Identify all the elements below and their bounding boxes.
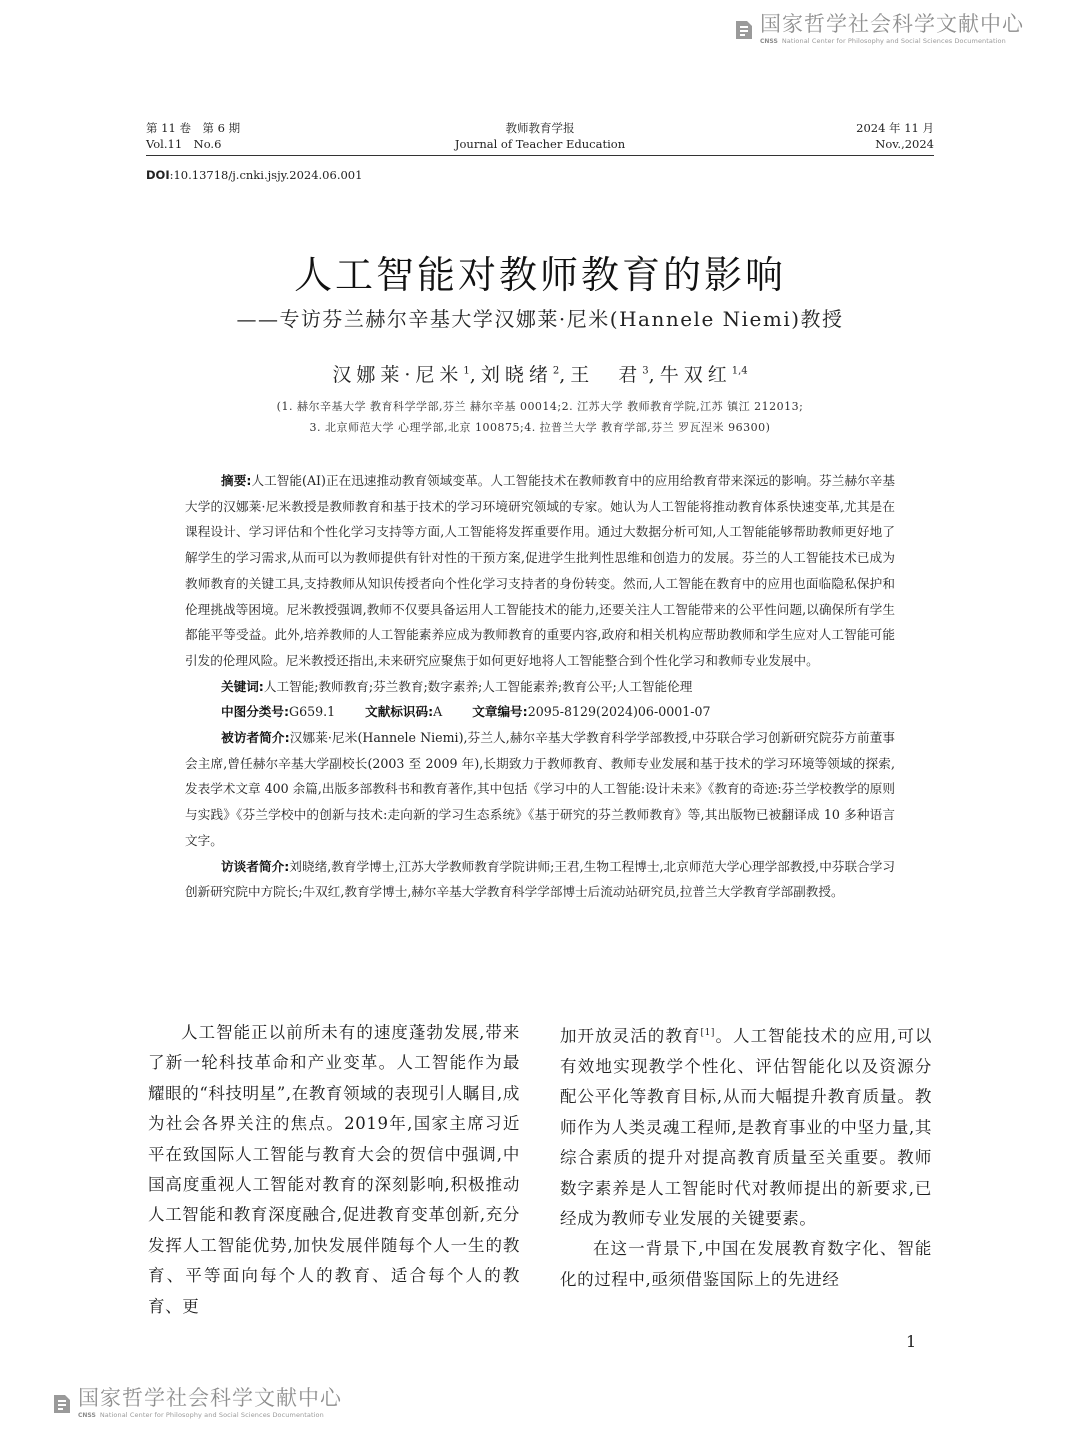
header-date (734, 120, 934, 152)
body-text: 。人工智能技术的应用,可以有效地实现教学个性化、评估智能化以及资源分配公平化等教育目标,从而大幅提升教育质量。教师作为人类灵魂工程师,是教育事业的中坚力量,其综合素质的提升对提高教育质量至关重要。教师数字素养是人工智能时代对教师提出的新要求,已经成为教师专业发展的关键要素。 (560, 1026, 932, 1228)
watermark-subtitle: National Center for Philosophy and Social Sciences Documentation (99, 1411, 324, 1419)
author-affil-sup: 3 (642, 365, 649, 377)
watermark-abbr: CNSS (78, 1412, 96, 1419)
volume-cn: 第 11 卷 第 6 期 (146, 121, 241, 135)
interviewee-text: 汉娜莱·尼米(Hannele Niemi),芬兰人,赫尔辛基大学教育科学学部教授,中芬联合学习创新研究院芬方前董事会主席,曾任赫尔辛基大学副校长(2003 至 2009 年),长期致力于教师教育、教师专业发展和基于技术的学习环境等领域的探索,发表学术文章 400 余篇,出版多部教科书和教育著作,其中包括《学习中的人工智能:设计未来》《教育的奇迹:芬兰学校教学的原则与实践》《芬兰学校中的创新与技术:走向新的学习生态系统》《基于研究的芬兰教师教育》等,其出版物已被翻译成 10 多种语言文字。 (185, 730, 895, 848)
body-column-right (560, 1018, 932, 1295)
watermark-title: 国家哲学社会科学文献中心 (760, 12, 1024, 36)
page-number: 1 (906, 1332, 917, 1351)
abstract-block (185, 468, 895, 905)
watermark-bottom (50, 1388, 342, 1419)
interviewer-label: 访谈者简介: (221, 858, 290, 874)
author-name: 刘晓绪 (480, 364, 553, 386)
affiliation-line-1: (1. 赫尔辛基大学 教育科学学部,芬兰 赫尔辛基 00014;2. 江苏大学 教师教育学院,江苏 镇江 212013; (276, 400, 804, 413)
date-cn: 2024 年 11 月 (856, 121, 934, 135)
journal-name-en: Journal of Teacher Education (454, 137, 626, 151)
volume-en: Vol.11 No.6 (146, 137, 222, 151)
abstract-label: 摘要: (221, 473, 252, 488)
abstract-paragraph (185, 468, 895, 674)
date-en: Nov.,2024 (875, 137, 934, 151)
article-number-label: 文章编号: (472, 704, 528, 720)
cnss-logo-icon (50, 1392, 74, 1416)
header-volume (146, 120, 240, 152)
watermark-subtitle: National Center for Philosophy and Social Sciences Documentation (781, 37, 1006, 45)
keywords-label: 关键词: (221, 678, 264, 694)
doi-value[interactable]: :10.13718/j.cnki.jsjy.2024.06.001 (169, 168, 363, 182)
interviewer-text: 刘晓绪,教育学博士,江苏大学教师教育学院讲师;王君,生物工程博士,北京师范大学心理学部教授,中芬联合学习创新研究院中方院长;牛双红,教育学博士,赫尔辛基大学教育科学学部博士后流动站研究员,拉普兰大学教育学部副教授。 (185, 858, 895, 900)
body-paragraph: 人工智能正以前所未有的速度蓬勃发展,带来了新一轮科技革命和产业变革。人工智能作为最耀眼的“科技明星”,在教育领域的表现引人瞩目,成为社会各界关注的焦点。2019年,国家主席习近平在致国际人工智能与教育大会的贺信中强调,中国高度重视人工智能对教育的深刻影响,积极推动人工智能和教育深度融合,促进教育变革创新,充分发挥人工智能优势,加快发展伴随每个人一生的教育、平等面向每个人的教育、适合每个人的教育、更 (148, 1023, 520, 1316)
header-journal (390, 120, 690, 152)
body-column-left (148, 1018, 520, 1322)
author-affil-sup: 1 (463, 365, 470, 377)
author-affil-sup: 2 (552, 365, 560, 377)
watermark-abbr: CNSS (760, 38, 778, 45)
article-subtitle: ——专访芬兰赫尔辛基大学汉娜莱·尼米(Hannele Niemi)教授 (236, 307, 844, 331)
clc-value: G659.1 (289, 704, 336, 720)
header-rule (146, 155, 934, 156)
classification-line (185, 699, 895, 725)
interviewer-paragraph (185, 854, 895, 905)
author-name: 牛双红 (659, 364, 732, 386)
clc-label: 中图分类号: (221, 704, 290, 720)
journal-name-cn: 教师教育学报 (505, 121, 575, 135)
watermark-title: 国家哲学社会科学文献中心 (78, 1386, 342, 1410)
keywords-text: 人工智能;教师教育;芬兰教育;数字素养;人工智能素养;教育公平;人工智能伦理 (263, 678, 693, 694)
article-title: 人工智能对教师教育的影响 (293, 253, 786, 297)
doc-code-label: 文献标识码: (365, 704, 434, 720)
affiliation-line-2: 3. 北京师范大学 心理学部,北京 100875;4. 拉普兰大学 教育学部,芬兰 罗瓦涅米 96300) (309, 421, 771, 434)
body-text: 加开放灵活的教育 (560, 1026, 701, 1046)
keywords-paragraph (185, 674, 895, 700)
author-affil-sup: 1,4 (731, 365, 748, 377)
doi-line (146, 168, 362, 182)
doc-code-value: A (433, 704, 443, 720)
citation-ref[interactable]: [1] (700, 1028, 716, 1038)
doi-label: DOI (146, 168, 170, 182)
interviewee-label: 被访者简介: (221, 730, 290, 746)
body-paragraph: 在这一背景下,中国在发展教育数字化、智能化的过程中,亟须借鉴国际上的先进经 (560, 1239, 932, 1289)
author-list: 汉娜莱·尼米$^1$,刘晓绪$^2$,王 君$^3$,牛双红$^{1,4}$ (332, 364, 748, 386)
cnss-logo-icon (732, 18, 756, 42)
abstract-text: 人工智能(AI)正在迅速推动教育领域变革。人工智能技术在教师教育中的应用给教育带来深远的影响。芬兰赫尔辛基大学的汉娜莱·尼米教授是教师教育和基于技术的学习环境研究领域的专家。她认为人工智能将推动教育体系快速变革,尤其是在课程设计、学习评估和个性化学习支持等方面,人工智能将发挥重要作用。通过大数据分析可知,人工智能能够帮助教师更好地了解学生的学习需求,从而可以为教师提供有针对性的干预方案,促进学生批判性思维和创造力的发展。芬兰的人工智能技术已成为教师教育的关键工具,支持教师从知识传授者向个性化学习支持者的身份转变。然而,人工智能在教育中的应用也面临隐私保护和伦理挑战等困境。尼米教授强调,教师不仅要具备运用人工智能技术的能力,还要关注人工智能带来的公平性问题,以确保所有学生都能平等受益。此外,培养教师的人工智能素养应成为教师教育的重要内容,政府和相关机构应帮助教师和学生应对人工智能可能引发的伦理风险。尼米教授还指出,未来研究应聚焦于如何更好地将人工智能整合到个性化学习和教师专业发展中。 (185, 473, 895, 668)
article-number-value: 2095-8129(2024)06-0001-07 (527, 704, 711, 720)
watermark-top (732, 14, 1024, 45)
author-name: 王 君 (570, 364, 643, 386)
body-paragraph (560, 1018, 932, 1234)
author-name: 汉娜莱·尼米 (332, 364, 464, 386)
interviewee-paragraph (185, 725, 895, 854)
